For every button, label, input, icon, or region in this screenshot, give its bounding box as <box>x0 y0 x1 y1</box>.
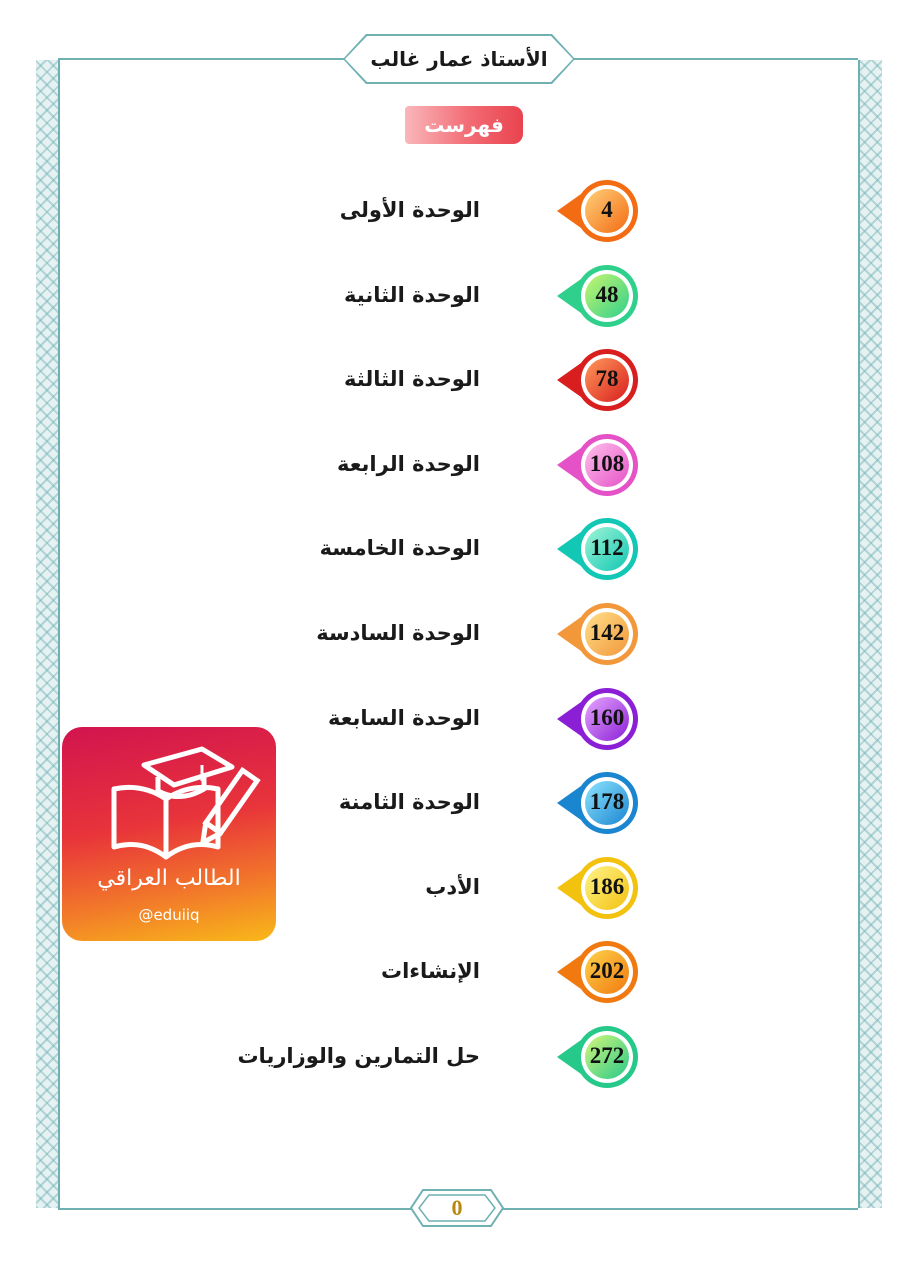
unit-title: الأدب <box>425 875 480 899</box>
toc-row <box>0 599 913 669</box>
unit-title: الوحدة الثالثة <box>344 367 480 391</box>
unit-title: حل التمارين والوزاريات <box>237 1044 480 1068</box>
page-number-label: 4 <box>601 197 613 222</box>
unit-title: الوحدة السادسة <box>316 621 480 645</box>
page-number: 0 <box>451 1195 463 1220</box>
page-number-label: 142 <box>589 620 625 645</box>
toc-row <box>0 430 913 500</box>
page-number-label: 160 <box>589 705 625 730</box>
unit-title: الوحدة الرابعة <box>336 452 480 476</box>
header-title: الأستاذ عمار غالب <box>370 47 548 71</box>
page-number-label: 202 <box>589 958 625 983</box>
toc-row <box>0 176 913 246</box>
page-number-label: 108 <box>589 451 625 476</box>
unit-title: الوحدة الأولى <box>339 198 480 222</box>
page-number-label: 186 <box>589 874 625 899</box>
index-label: فهرست <box>405 106 523 144</box>
unit-title: الوحدة الخامسة <box>319 536 480 560</box>
toc-row <box>0 261 913 331</box>
watermark-handle: @eduiiq <box>138 906 200 924</box>
page-number-label: 48 <box>595 282 619 307</box>
unit-title: الوحدة الثانية <box>344 283 480 307</box>
toc-row <box>0 345 913 415</box>
page-number-label: 178 <box>589 789 625 814</box>
toc-row <box>0 514 913 584</box>
page-number-badge <box>409 1188 505 1228</box>
unit-title: الإنشاءات <box>380 959 480 983</box>
watermark-name: الطالب العراقي <box>97 866 241 891</box>
page-number-label: 272 <box>589 1043 625 1068</box>
toc-row <box>0 937 913 1007</box>
unit-title: الوحدة الثامنة <box>338 790 480 814</box>
page-number-label: 112 <box>590 535 624 560</box>
toc-row <box>0 1022 913 1092</box>
unit-title: الوحدة السابعة <box>327 706 480 730</box>
page-number-label: 78 <box>595 366 619 391</box>
